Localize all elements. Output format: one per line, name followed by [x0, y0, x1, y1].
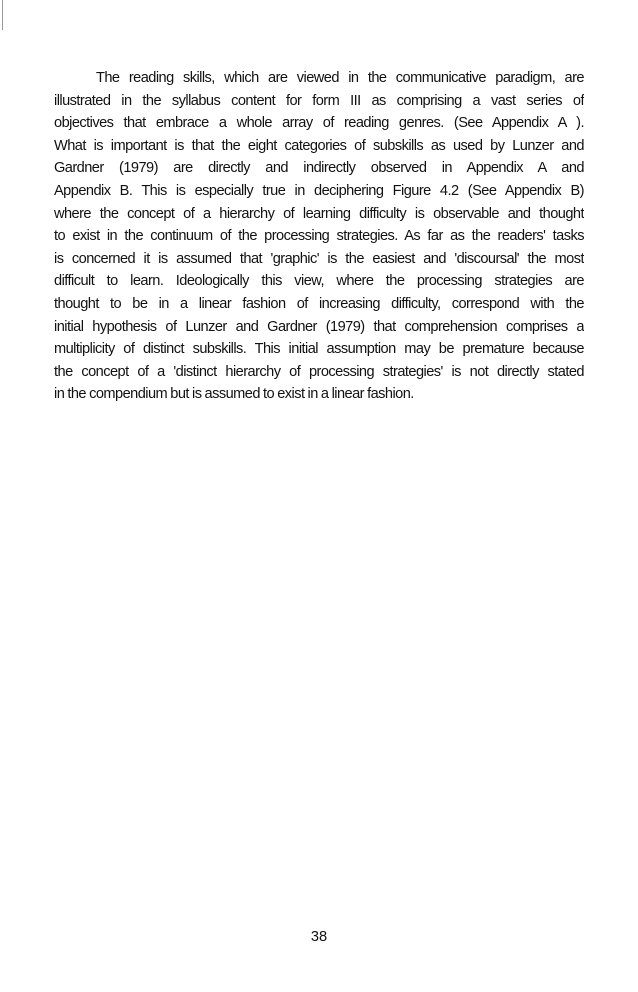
paragraph-line: What is important is that the eight categories of subskills as used by Lunzer and	[54, 137, 584, 154]
paragraph-line: where the concept of a hierarchy of learning difficulty is observable and thought	[54, 205, 584, 222]
paragraph-line: the concept of a 'distinct hierarchy of processing strategies' is not directly stated	[54, 363, 584, 380]
paragraph-line: to exist in the continuum of the processing strategies. As far as the readers' tasks	[54, 228, 584, 245]
paragraph-line: initial hypothesis of Lunzer and Gardner (1979) that comprehension comprises a	[54, 318, 584, 335]
paragraph-line: difficult to learn. Ideologically this view, where the processing strategies are	[54, 273, 584, 290]
paragraph-line: Gardner (1979) are directly and indirectly observed in Appendix A and	[54, 160, 584, 177]
paragraph-line: multiplicity of distinct subskills. This initial assumption may be premature because	[54, 341, 584, 358]
paragraph-line: Appendix B. This is especially true in deciphering Figure 4.2 (See Appendix B)	[54, 182, 584, 199]
paragraph-line: The reading skills, which are viewed in the communicative paradigm, are	[96, 70, 584, 86]
paragraph-line: is concerned it is assumed that 'graphic' is the easiest and 'discoursal' the most	[54, 250, 584, 267]
page-number: 38	[310, 929, 328, 945]
scan-edge-mark	[2, 0, 3, 30]
paragraph-line: in the compendium but is assumed to exist in a linear fashion.	[54, 386, 414, 403]
paragraph-line: thought to be in a linear fashion of increasing difficulty, correspond with the	[54, 295, 584, 312]
paragraph-line: objectives that embrace a whole array of reading genres. (See Appendix A ).	[54, 115, 584, 132]
body-paragraph	[54, 67, 584, 406]
paragraph-line: illustrated in the syllabus content for form III as comprising a vast series of	[54, 92, 584, 109]
